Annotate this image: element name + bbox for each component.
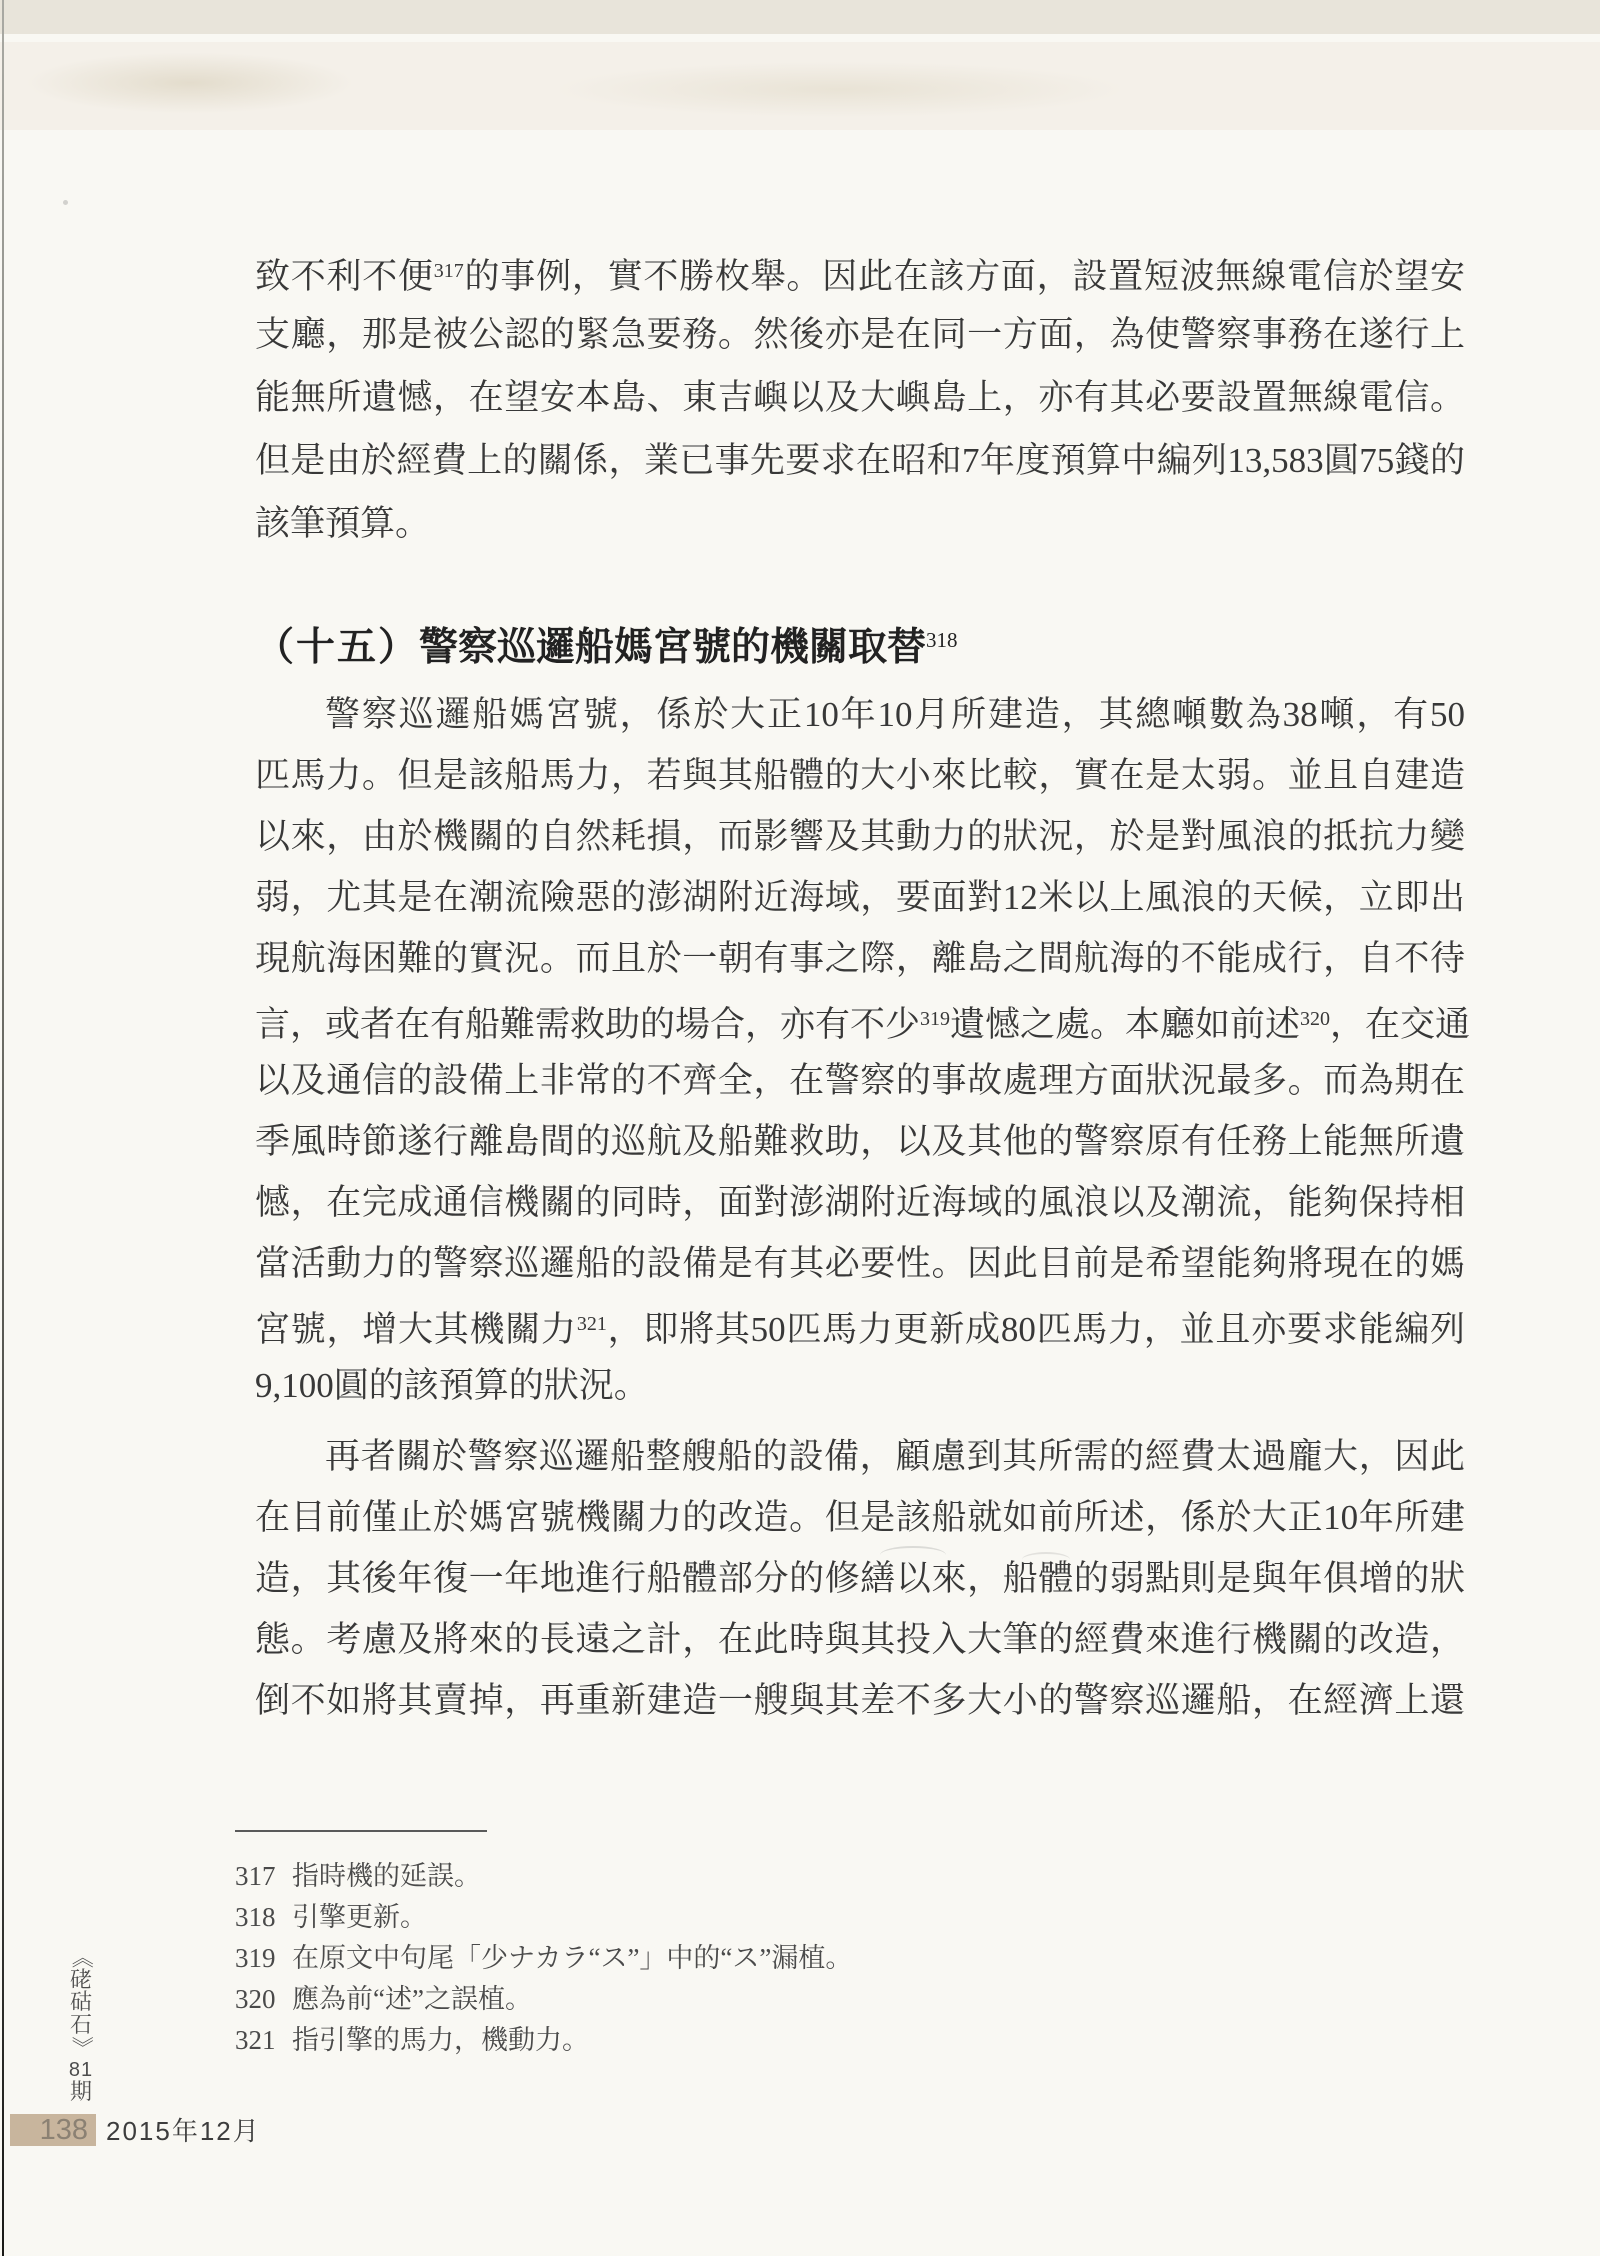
text-line: [255, 492, 1465, 555]
section-number: （十五）: [255, 626, 420, 669]
text-run: 警察巡邏船媽宮號，係於大正10年10月所建造，其總噸數為38噸，有50: [325, 695, 1465, 734]
page-number: 138: [39, 2114, 88, 2146]
footnote-item: [235, 1856, 1135, 1897]
section-heading: [255, 616, 1465, 672]
text-line: [255, 745, 1465, 806]
paragraph-body-2: [255, 1426, 1465, 1731]
text-line: [255, 1548, 1465, 1609]
text-run: ，在交通: [1330, 1005, 1471, 1044]
page-number-badge: [10, 2114, 96, 2146]
footnote-number: 317: [235, 1861, 276, 1891]
footnote-ref: 318: [926, 628, 958, 652]
text-run: 現航海困難的實況。而且於一朝有事之際，離島之間航海的不能成行，自不待: [255, 939, 1465, 978]
text-run: 在目前僅止於媽宮號機關力的改造。但是該船就如前所述，係於大正10年所建: [255, 1498, 1465, 1537]
text-line: [255, 429, 1465, 492]
footnote-separator: [235, 1830, 487, 1832]
text-run: 造，其後年復一年地進行船體部分的修繕以來，船體的弱點則是與年俱增的狀: [255, 1559, 1465, 1598]
text-line: [255, 684, 1465, 745]
footnote-item: [235, 1897, 1135, 1938]
text-line: [255, 867, 1465, 928]
footnote-item: [235, 2020, 1135, 2061]
text-line: [255, 366, 1465, 429]
text-run: 該筆預算。: [255, 504, 431, 543]
footnote-number: 321: [235, 2025, 276, 2055]
journal-title-char: 《: [69, 1946, 95, 1969]
text-line: [255, 989, 1471, 1050]
text-line: [255, 806, 1465, 867]
text-run: 致不利不便: [255, 257, 434, 296]
text-run: 但是由於經費上的關係，業已事先要求在昭和7年度預算中編列13,583圓75錢的: [255, 441, 1465, 480]
footnote-ref: 319: [920, 1008, 951, 1030]
text-line: [255, 240, 1465, 303]
text-run: 遺憾之處。本廳如前述: [950, 1005, 1301, 1044]
text-line: [255, 1487, 1465, 1548]
footnote-text: 應為前“述”之誤植。: [292, 1984, 532, 2014]
section-title: 警察巡邏船媽宮號的機關取替: [419, 626, 927, 669]
text-run: 態。考慮及將來的長遠之計，在此時與其投入大筆的經費來進行機關的改造，: [255, 1620, 1465, 1659]
footnote-item: [235, 1938, 1135, 1979]
paragraph-body-1: [255, 684, 1471, 1416]
journal-title-char: 》: [69, 2036, 95, 2059]
footnote-number: 320: [235, 1984, 276, 2014]
footnote-text: 指引擎的馬力，機動力。: [292, 2025, 589, 2055]
text-run: 宮號，增大其機關力: [255, 1310, 577, 1349]
text-line: [255, 1172, 1465, 1233]
text-run: 憾，在完成通信機關的同時，面對澎湖附近海域的風浪以及潮流，能夠保持相: [255, 1183, 1465, 1222]
paragraph-intro: [255, 240, 1465, 555]
publication-date: 2015年12月: [106, 2116, 261, 2146]
text-run: 能無所遺憾，在望安本島、東吉嶼以及大嶼島上，亦有其必要設置無線電信。: [255, 378, 1465, 417]
journal-title-char: 硓: [69, 1966, 92, 1992]
text-run: 以來，由於機關的自然耗損，而影響及其動力的狀況，於是對風浪的抵抗力變: [255, 817, 1465, 856]
text-line: [255, 1426, 1465, 1487]
text-run: 當活動力的警察巡邏船的設備是有其必要性。因此目前是希望能夠將現在的媽: [255, 1244, 1465, 1283]
text-line: [255, 1233, 1465, 1294]
journal-title-char: 期: [69, 2079, 92, 2104]
text-line: [255, 303, 1465, 366]
text-run: ，即將其50匹馬力更新成80匹馬力，並且亦要求能編列: [606, 1310, 1465, 1349]
text-run: 匹馬力。但是該船馬力，若與其船體的大小來比較，實在是太弱。並且自建造: [255, 756, 1465, 795]
footnote-text: 引擎更新。: [292, 1902, 427, 1932]
text-run: 言，或者在有船難需救助的場合，亦有不少: [255, 1005, 921, 1044]
journal-title-char: 石: [69, 2011, 92, 2037]
footnote-number: 319: [235, 1943, 276, 1973]
text-run: 以及通信的設備上非常的不齊全，在警察的事故處理方面狀況最多。而為期在: [255, 1061, 1465, 1100]
footnote-ref: 321: [576, 1313, 607, 1335]
text-run: 支廳，那是被公認的緊急要務。然後亦是在同一方面，為使警察事務在遂行上: [255, 315, 1465, 354]
text-run: 倒不如將其賣掉，再重新建造一艘與其差不多大小的警察巡邏船，在經濟上還: [255, 1681, 1465, 1720]
footnotes: [235, 1856, 1135, 2061]
footnote-number: 318: [235, 1902, 276, 1932]
footnote-text: 在原文中句尾「少ナカラ“ス”」中的“ス”漏植。: [292, 1943, 853, 1973]
footnote-ref: 320: [1300, 1008, 1331, 1030]
journal-title-vertical: [58, 1946, 104, 2104]
text-line: [255, 928, 1465, 989]
journal-title-char: 𥑮: [69, 1989, 92, 2014]
text-line: [255, 1111, 1465, 1172]
footnote-item: [235, 1979, 1135, 2020]
text-line: [255, 1355, 1465, 1416]
journal-title-char: 81: [68, 2058, 94, 2081]
footnote-text: 指時機的延誤。: [292, 1861, 481, 1891]
text-line: [255, 1670, 1465, 1731]
footnote-ref: 317: [433, 260, 464, 282]
text-run: 季風時節遂行離島間的巡航及船難救助，以及其他的警察原有任務上能無所遺: [255, 1122, 1465, 1161]
text-run: 的事例，實不勝枚舉。因此在該方面，設置短波無線電信於望安: [463, 257, 1465, 296]
text-run: 再者關於警察巡邏船整艘船的設備，顧慮到其所需的經費太過龐大，因此: [325, 1437, 1465, 1476]
text-line: [255, 1609, 1465, 1670]
text-run: 弱，尤其是在潮流險惡的澎湖附近海域，要面對12米以上風浪的天候，立即出: [255, 878, 1465, 917]
text-line: [255, 1050, 1465, 1111]
text-run: 9,100圓的該預算的狀況。: [255, 1366, 649, 1405]
text-line: [255, 1294, 1465, 1355]
